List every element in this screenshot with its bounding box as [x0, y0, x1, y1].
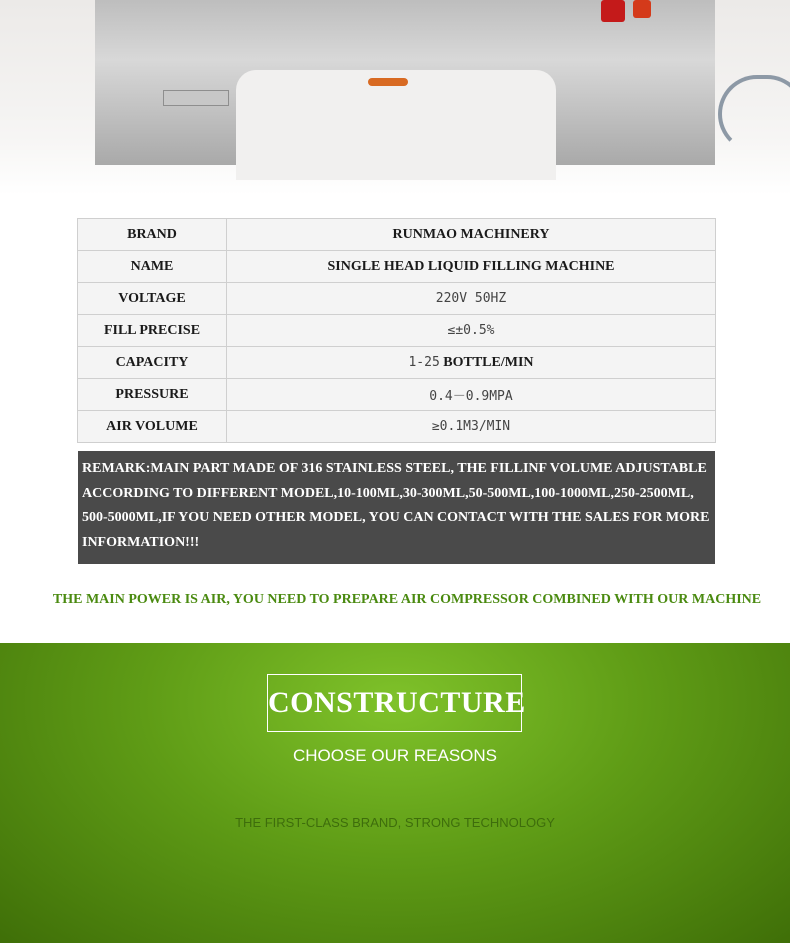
spec-value-name: SINGLE HEAD LIQUID FILLING MACHINE [227, 251, 716, 283]
orange-part [368, 78, 408, 86]
spec-label-brand: BRAND [78, 219, 227, 251]
air-hose [718, 75, 790, 153]
construct-section [0, 643, 790, 943]
spec-table [77, 218, 716, 443]
table-row [78, 347, 716, 379]
spec-label-pressure: PRESSURE [78, 379, 227, 411]
table-row [78, 411, 716, 443]
spec-value-fill-precise: ≤±0.5% [227, 315, 716, 347]
section-title: CONSTRUCTURE [267, 674, 522, 732]
table-row [78, 283, 716, 315]
section-subtitle: CHOOSE OUR REASONS [292, 746, 498, 765]
table-row [78, 379, 716, 411]
spec-value-pressure: 0.4－0.9MPA [227, 379, 716, 411]
capacity-unit: BOTTLE/MIN [443, 354, 534, 370]
capacity-number: 1-25 [408, 354, 440, 370]
spec-label-air-volume: AIR VOLUME [78, 411, 227, 443]
spec-value-air-volume: ≥0.1M3/MIN [227, 411, 716, 443]
machine-nameplate [163, 90, 229, 106]
spec-label-fill-precise: FILL PRECISE [78, 315, 227, 347]
table-row [78, 251, 716, 283]
table-row [78, 219, 716, 251]
machine-cutout [236, 70, 556, 180]
section-tagline: THE FIRST-CLASS BRAND, STRONG TECHNOLOGY [235, 815, 555, 830]
spec-value-brand: RUNMAO MACHINERY [227, 219, 716, 251]
red-valve [633, 0, 651, 18]
spec-label-name: NAME [78, 251, 227, 283]
machine-photo [0, 0, 790, 195]
spec-label-capacity: CAPACITY [78, 347, 227, 379]
remark-box: REMARK:MAIN PART MADE OF 316 STAINLESS STEEL, THE FILLINF VOLUME ADJUSTABLE ACCORDING TO DIFFERENT MODEL,10-100ML,30-300ML,50-500ML,100-1000ML,250-2500ML, 500-5000ML,IF YOU NEED OTHER MODEL, YOU CAN CONTACT WITH THE SALES FOR MORE INFORMATION!!! [78, 451, 715, 564]
spec-value-voltage: 220V 50HZ [227, 283, 716, 315]
table-row [78, 315, 716, 347]
spec-value-capacity [227, 347, 716, 379]
red-knob [601, 0, 625, 22]
spec-label-voltage: VOLTAGE [78, 283, 227, 315]
power-note: THE MAIN POWER IS AIR, YOU NEED TO PREPARE AIR COMPRESSOR COMBINED WITH OUR MACHINE [52, 592, 762, 607]
